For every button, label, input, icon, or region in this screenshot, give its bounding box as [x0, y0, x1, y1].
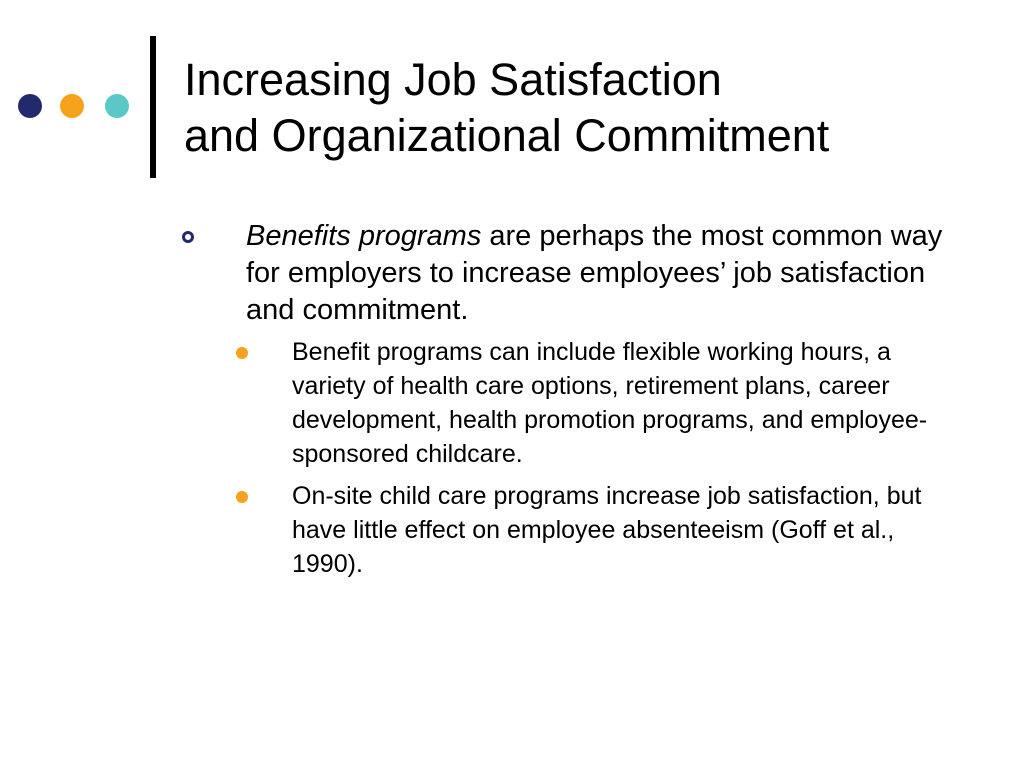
- sub-bullet-item: [180, 479, 960, 581]
- teal-dot-decoration: [105, 94, 129, 118]
- sub-bullet-text: On-site child care programs increase job satisfaction, but have little effect on employee absenteeism (Goff et al., 1990).: [292, 482, 922, 578]
- slide-title: [184, 52, 829, 164]
- bullet-item: [180, 218, 960, 329]
- bullet-text: are perhaps the most common way for employers to increase employees’ job satisfaction and commitment.: [246, 220, 943, 326]
- sub-bullet-text: Benefit programs can include flexible working hours, a variety of health care options, retirement plans, career development, health promotion programs, and employee-sponsored childcare.: [292, 338, 928, 468]
- title-divider-bar: [150, 36, 156, 178]
- navy-dot-decoration: [18, 94, 42, 118]
- orange-dot-bullet-icon: [236, 347, 248, 359]
- bullet-italic-term: Benefits programs: [246, 220, 482, 252]
- orange-dot-bullet-icon: [236, 491, 248, 503]
- title-line-2: and Organizational Commitment: [184, 110, 830, 161]
- hollow-circle-bullet-icon: [182, 231, 194, 243]
- sub-bullet-item: [180, 335, 960, 471]
- orange-dot-decoration: [60, 94, 84, 118]
- title-line-1: Increasing Job Satisfaction: [184, 54, 722, 105]
- slide-body: [180, 218, 960, 581]
